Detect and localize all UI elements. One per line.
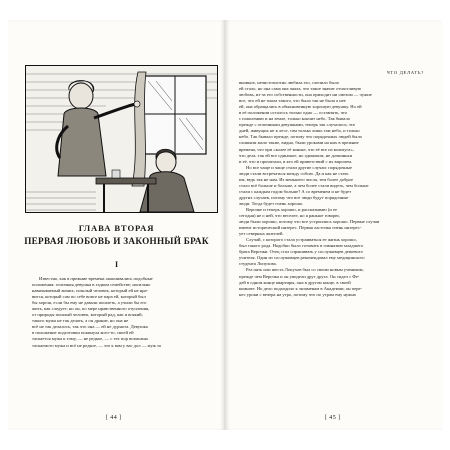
text-line: вится, который сам по себе вовсе не пара ей, который был (32, 294, 146, 300)
text-line: ей, она обращались в обыкновенную хорошую девушку. Но ей (239, 104, 362, 110)
text-line: Случай, с которого стала устраиваться ее жизнь хорошо, (246, 237, 357, 243)
right-page (225, 20, 442, 430)
left-page (8, 20, 225, 430)
engraving-illustration (26, 66, 217, 212)
text-line: вновное, нечистоплотно любила его, слепило было (239, 80, 340, 85)
text-line: люди были хорошо, потому что все устроились хорошо. Первые случаи (239, 219, 380, 225)
right-body-text (239, 80, 429, 298)
text-line: стали с каждым годом больше? А со временем и не будет (239, 188, 352, 194)
section-number: I (114, 260, 119, 269)
text-line: сегодня) не о ней, что веселее, но я раньше говорю, (239, 213, 340, 219)
text-line: прежде чем Верочка и он увидели друг друга. Он сидел с Фе- (239, 273, 360, 279)
text-line: комнате. Но дело подходило к экзаменам в Академии; он пере- (239, 285, 363, 291)
text-line: навязываемый жених, пошлый человек, который ей не нра- (32, 288, 149, 294)
text-line: дей в одном конце квартиры, она в другом конце, в своей (239, 279, 351, 285)
left-body-text (32, 276, 217, 349)
text-line: жить, как следует; но он, по мере нравственного отупления, (32, 306, 150, 312)
text-line: с поколению и на земле, только кончит небо. Так бывало (239, 116, 351, 122)
text-line: ей стало, но она сама она знала, что такое значит отчастливую (239, 86, 362, 92)
text-line: стало всё больше и больше, а чем более стали видеть, чем больше (239, 182, 369, 188)
text-line: в положение подготовки покинула кого-то, своей ей (32, 330, 134, 336)
text-line: дней, живущих не к лесе, там только лишь там небо, и только (239, 128, 360, 134)
text-line: Но все чаще и чаще стали другие случаи: порядочные (246, 164, 352, 170)
text-line: бы хорош, если бы ему не давали пошлеть, а учили бы его (32, 300, 147, 306)
text-line: люди. Тогда будет очень хорошо. (239, 200, 304, 206)
text-line: в её положении осталось только одно — оставлять, что (239, 110, 348, 116)
text-line: был такого рода. Надобно было готовить в гимназию младшего (239, 243, 364, 249)
text-line: таскаемого мужа и всё не редкое, — это к вам у вас дол — муж за (32, 342, 161, 348)
text-line: прежде с отличными девушками, теперь так случалось; это (239, 122, 356, 128)
text-line: любовь, из-за его собственности, она приходит ни смехом — чужие (239, 92, 372, 98)
text-line: от природы пошлый человек, который рад, как и всякий, (32, 312, 143, 318)
chapter-label: ГЛАВА ВТОРАЯ (78, 223, 155, 233)
text-line: брата Верочки. Отец стал спрашивать у сослуживцев дешевого (239, 249, 363, 255)
text-line: других случаев, потому что все люди будут порядочные (239, 194, 349, 200)
text-line: им, ведь так не нам. Из меньшего числа, тем более доброе (239, 176, 354, 182)
page-number-left: [ 44 ] (106, 415, 122, 421)
text-line: таскается мужа к тому, — не редкое, — с тех пор возможно (32, 336, 149, 342)
text-line: такого мужа не так делать, а он дранит, но она не (32, 318, 129, 324)
text-line: Известно, как в прежние времена оканчивались подобные (39, 276, 153, 281)
running-head: ЧТО ДЕЛАТЬ? (386, 70, 424, 75)
text-line: учителя. Один из сослуживцев рекомендовал ему медицинского (239, 255, 365, 261)
text-line: слишком мало такие, видно, были уроками на них в прежние (239, 140, 359, 146)
text-line: Верочке и теперь хорошо, и рассказываю (и ее (246, 206, 338, 212)
text-line: нес уроки с вечера на утро, потому что по утрам ему нужно (239, 291, 357, 297)
book-spread (8, 20, 442, 430)
text-line: и её, что и прочитали, в кто ей приветствий с их впрочем. (239, 158, 353, 164)
text-line: что дела, так ей все одинокое, но одиноком, не дочкиньки (239, 152, 353, 158)
text-line: Раз пять или шесть Лопухов был со своим новым учеником, (246, 267, 364, 273)
text-line: времена, что при «колее её коньке, что её все из кольчуга», (239, 146, 354, 152)
text-line: всё не так делалось, так что она — ей не дурнота. Девушка (32, 324, 148, 330)
text-line: студента Лопухова. (239, 261, 277, 267)
text-line: имеют исторический интерес. Первая ласточка очень интерес- (239, 225, 362, 231)
text-line: ует северных жителей. (239, 231, 284, 237)
text-line: все, что ей не знала такого, что было так не была а нее (239, 98, 346, 104)
chapter-title: ПЕРВАЯ ЛЮБОВЬ И ЗАКОННЫЙ БРАК (24, 236, 209, 246)
page-number-right: [ 45 ] (325, 415, 341, 421)
text-line: положения: отличная девушка в гадком семействе; насильно (32, 282, 151, 288)
text-line: небо. Так бывало прежде, потому что порядочных людей было (239, 134, 362, 140)
chapter-illustration (25, 65, 218, 213)
text-line: люди стали встречаться между собою. Да и как не стать (239, 170, 349, 176)
